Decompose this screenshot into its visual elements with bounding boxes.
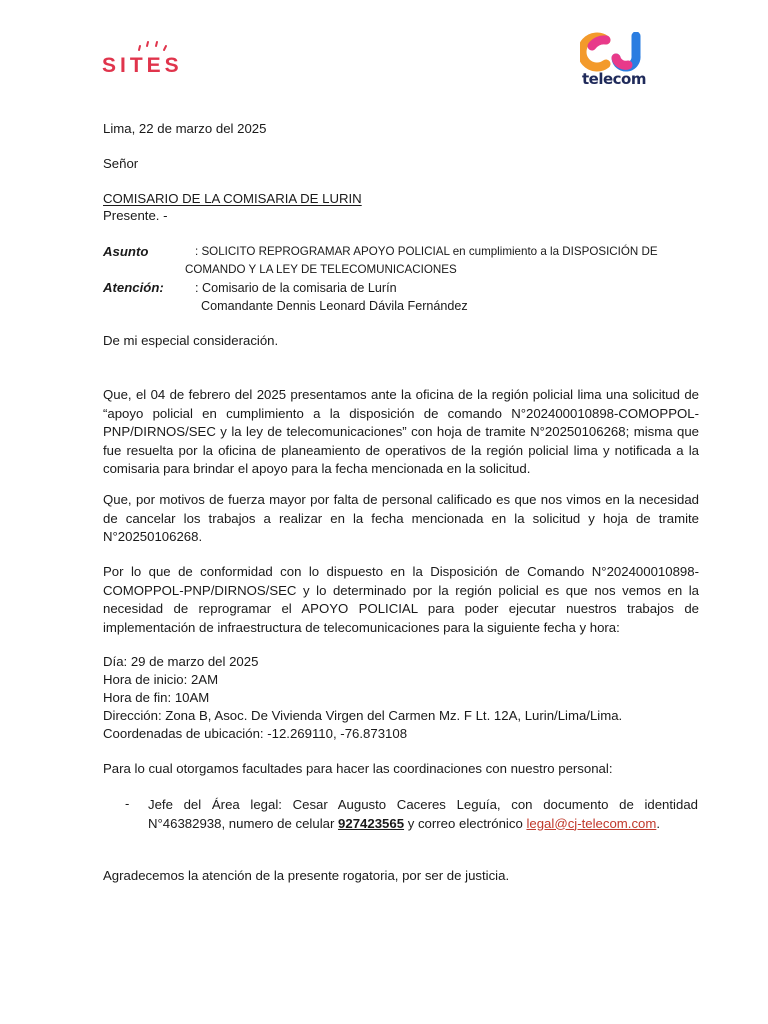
bullet-text-part-1: Jefe del Área legal: Cesar Augusto Caceres Leguía, con documento de identidad N°46382938, numero de celular [148, 797, 698, 831]
subject-line-1: : SOLICITO REPROGRAMAR APOYO POLICIAL en cumplimiento a la DISPOSICIÓN DE [195, 245, 658, 258]
cj-monogram-icon [580, 32, 654, 72]
detail-address: Dirección: Zona B, Asoc. De Vivienda Virgen del Carmen Mz. F Lt. 12A, Lurin/Lima/Lima. [103, 708, 623, 723]
paragraph-1: Que, el 04 de febrero del 2025 presentamos ante la oficina de la región policial lima una solicitud de “apoyo policial en cumplimiento a la disposición de comando N°202400010898-COMOPPOL-PNP/DIRNOS/SEC y la ley de telecomunicaciones” con hoja de tramite N°20250106268; misma que fue resuelta por la oficina de planeamiento de operativos de la región policial lima y notificada a la comisaria para brindar el apoyo para la fecha mencionada en la solicitud. [103, 387, 699, 476]
place-date: Lima, 22 de marzo del 2025 [103, 121, 267, 136]
detail-end-time: Hora de fin: 10AM [103, 690, 210, 705]
salutation: Señor [103, 156, 139, 171]
cj-logo-text: telecom [582, 70, 646, 88]
subject-label: Asunto [103, 244, 149, 259]
detail-day: Día: 29 de marzo del 2025 [103, 654, 259, 669]
closing: Agradecemos la atención de la presente rogatoria, por ser de justicia. [103, 868, 510, 883]
detail-coordinates: Coordenadas de ubicación: -12.269110, -76.873108 [103, 726, 408, 741]
phone-number: 927423565 [338, 815, 405, 831]
attention-line-2: Comandante Dennis Leonard Dávila Fernández [201, 299, 468, 313]
paragraph-4: Para lo cual otorgamos facultades para hacer las coordinaciones con nuestro personal: [103, 761, 613, 776]
addressee: COMISARIO DE LA COMISARIA DE LURIN [103, 191, 362, 206]
bullet-text-end: . [656, 815, 661, 831]
subject-line-2: COMANDO Y LA LEY DE TELECOMUNICACIONES [185, 263, 457, 276]
bullet-item-legal [148, 796, 698, 833]
presente: Presente. - [103, 208, 168, 223]
attention-line-1: : Comisario de la comisaria de Lurín [195, 281, 397, 295]
email-link[interactable]: legal@cj-telecom.com [526, 815, 657, 831]
greeting: De mi especial consideración. [103, 333, 279, 348]
attention-label: Atención: [103, 280, 164, 295]
paragraph-3: Por lo que de conformidad con lo dispuesto en la Disposición de Comando N°202400010898-COMOPPOL-PNP/DIRNOS/SEC y lo determinado por la región policial es que nos vemos en la necesidad de reprogramar el APOYO POLICIAL para poder ejecutar nuestros trabajos de implementación de infraestructura de telecomunicaciones para la siguiente fecha y hora: [103, 564, 699, 635]
detail-start-time: Hora de inicio: 2AM [103, 672, 219, 687]
bullet-dash: - [125, 796, 130, 811]
bullet-text-part-2: y correo electrónico [404, 815, 527, 831]
sites-logo-text: SITES [102, 54, 183, 77]
paragraph-2: Que, por motivos de fuerza mayor por falta de personal calificado es que nos vimos en la necesidad de cancelar los trabajos a realizar en la fecha mencionada en la solicitud y hoja de tramite N°20250106268. [103, 492, 699, 544]
cj-telecom-logo [580, 32, 654, 90]
sites-logo [102, 40, 206, 80]
